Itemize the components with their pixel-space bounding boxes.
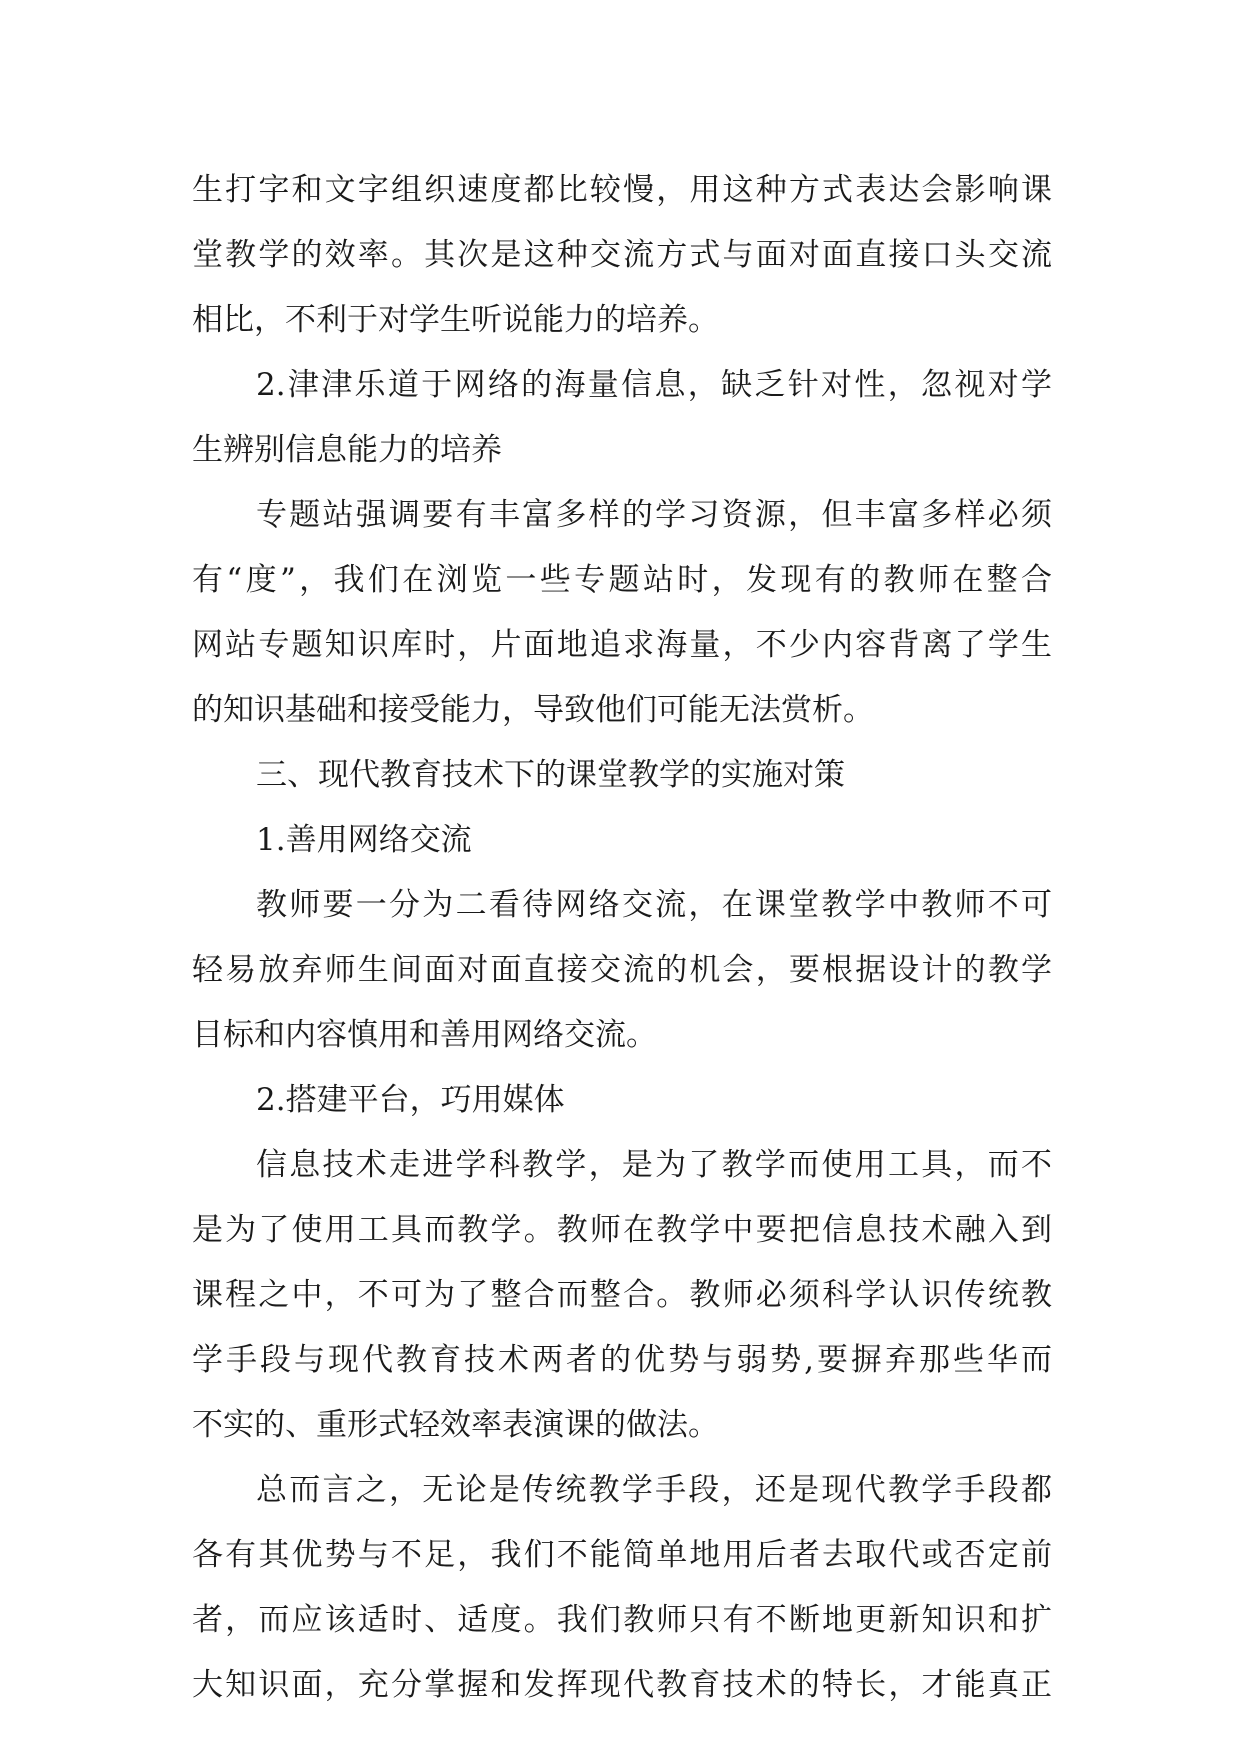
text-line: 信息技术走进学科教学，是为了教学而使用工具，而不 [256,1147,1052,1183]
text-line: 专题站强调要有丰富多样的学习资源，但丰富多样必须 [256,497,1052,533]
text-line: 相比，不利于对学生听说能力的培养。 [192,302,719,338]
text-line: 学手段与现代教育技术两者的优势与弱势,要摒弃那些华而 [192,1342,1052,1378]
section-heading: 1.善用网络交流 [256,822,472,858]
section-heading: 2.津津乐道于网络的海量信息，缺乏针对性，忽视对学 [256,367,1052,403]
text-line: 者，而应该适时、适度。我们教师只有不断地更新知识和扩 [192,1602,1052,1638]
text-line: 有“度”，我们在浏览一些专题站时，发现有的教师在整合 [192,562,1052,598]
text-line: 是为了使用工具而教学。教师在教学中要把信息技术融入到 [192,1212,1052,1248]
text-line: 教师要一分为二看待网络交流，在课堂教学中教师不可 [256,887,1052,923]
text-line: 生打字和文字组织速度都比较慢，用这种方式表达会影响课 [192,172,1052,208]
section-heading: 生辨别信息能力的培养 [192,432,502,468]
text-line: 总而言之，无论是传统教学手段，还是现代教学手段都 [256,1472,1052,1508]
text-line: 大知识面，充分掌握和发挥现代教育技术的特长，才能真正 [192,1667,1052,1703]
section-heading: 三、现代教育技术下的课堂教学的实施对策 [256,757,845,793]
text-line: 轻易放弃师生间面对面直接交流的机会，要根据设计的教学 [192,952,1052,988]
text-line: 目标和内容慎用和善用网络交流。 [192,1017,657,1053]
text-line: 网站专题知识库时，片面地追求海量，不少内容背离了学生 [192,627,1052,663]
section-heading: 2.搭建平台，巧用媒体 [256,1082,565,1118]
text-line: 的知识基础和接受能力，导致他们可能无法赏析。 [192,692,874,728]
text-line: 不实的、重形式轻效率表演课的做法。 [192,1407,719,1443]
text-line: 堂教学的效率。其次是这种交流方式与面对面直接口头交流 [192,237,1052,273]
text-line: 各有其优势与不足，我们不能简单地用后者去取代或否定前 [192,1537,1052,1573]
text-line: 课程之中，不可为了整合而整合。教师必须科学认识传统教 [192,1277,1052,1313]
